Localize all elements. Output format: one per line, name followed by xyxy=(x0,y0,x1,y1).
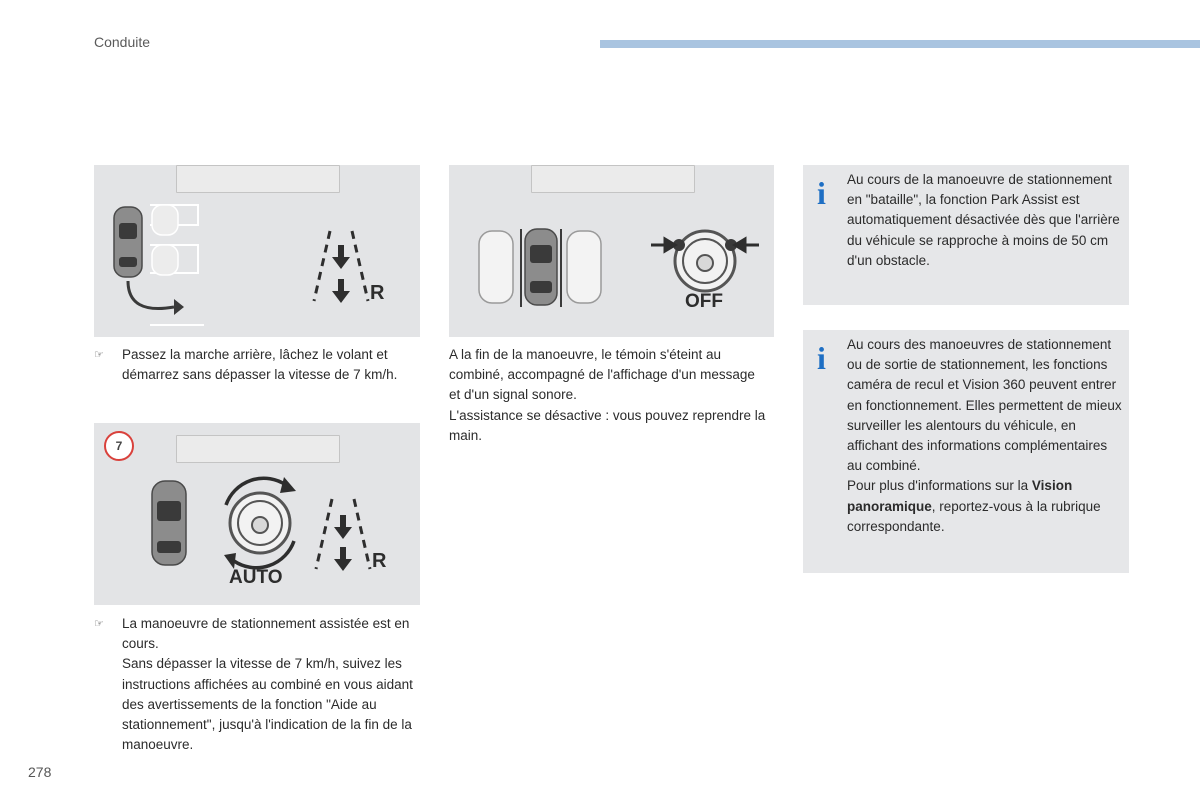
hand-pointer-icon: ☞ xyxy=(94,349,104,361)
parked-cars xyxy=(152,205,178,275)
step-auto-paragraph xyxy=(94,614,424,755)
end-maneuver-line1: A la fin de la manoeuvre, le témoin s'éteint au combiné, accompagné de l'affichage d'un message et d'un signal sonore. xyxy=(449,347,755,403)
down-arrow-icon xyxy=(334,515,352,571)
reverse-diagram xyxy=(94,165,420,337)
illustration-reverse xyxy=(94,165,420,337)
info-box-text: Au cours de la manoeuvre de stationnement en "bataille", la fonction Park Assist est automatiquement désactivée dès que l'arrière du véhicule se rapproche à moins de 50 cm d'un obstacle. xyxy=(847,172,1120,268)
end-diagram xyxy=(449,165,774,337)
header-accent-bar xyxy=(600,40,1200,48)
down-arrow-icon xyxy=(332,245,350,303)
info-box-reference: Pour plus d'informations sur la Vision panoramique, reportez-vous à la rubrique correspondante. xyxy=(847,478,1101,534)
step-auto-line2: Sans dépasser la vitesse de 7 km/h, suivez les instructions affichées au combiné en vous aidant des avertissements de la fonction "Aide au stationnement", jusqu'à l'indication de la fin de la manoeuvre. xyxy=(122,656,413,753)
hand-pointer-icon: ☞ xyxy=(94,618,104,630)
end-maneuver-paragraph xyxy=(449,345,767,446)
info-icon: i xyxy=(817,340,826,376)
step-number-badge: 7 xyxy=(104,431,134,461)
car-icon xyxy=(525,229,557,305)
info-box-camera xyxy=(803,330,1129,573)
vision-panoramique-link: Vision panoramique xyxy=(847,478,1073,514)
auto-label: AUTO xyxy=(229,567,283,588)
steering-wheel-icon xyxy=(673,231,737,291)
auto-diagram xyxy=(94,423,420,605)
car-icon xyxy=(152,481,186,565)
arrow-left-icon xyxy=(735,239,759,251)
section-title: Conduite xyxy=(94,34,151,50)
info-box-park-assist xyxy=(803,165,1129,305)
car-icon xyxy=(114,207,142,277)
step-reverse-paragraph xyxy=(94,345,420,385)
page-number: 278 xyxy=(28,764,52,780)
arrow-right-icon xyxy=(651,239,675,251)
info-icon: i xyxy=(817,175,826,211)
path-arrow xyxy=(128,281,174,309)
end-maneuver-line2: L'assistance se désactive : vous pouvez reprendre la main. xyxy=(449,407,766,443)
steering-wheel-icon xyxy=(230,493,290,553)
illustration-end xyxy=(449,165,774,337)
gear-letter: R xyxy=(372,550,387,572)
info-box-main-text: Au cours des manoeuvres de stationnement ou de sortie de stationnement, les fonctions caméra de recul et Vision 360 peuvent entrer en fonctionnement. Elles permettent de mieux surveiller les alentours du véhicule, en affichant des informations complémentaires au combiné. xyxy=(847,337,1122,474)
off-label: OFF xyxy=(685,291,723,312)
illustration-auto xyxy=(94,423,420,605)
step-auto-line1: La manoeuvre de stationnement assistée est en cours. xyxy=(122,616,410,652)
info-box-text xyxy=(847,335,1123,537)
step-reverse-text: Passez la marche arrière, lâchez le volant et démarrez sans dépasser la vitesse de 7 km/h. xyxy=(122,347,398,383)
gear-letter: R xyxy=(370,282,385,304)
